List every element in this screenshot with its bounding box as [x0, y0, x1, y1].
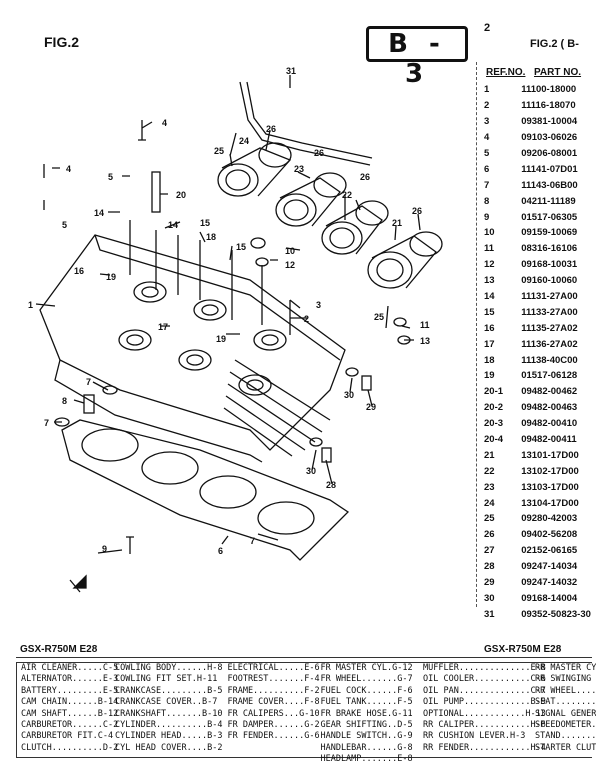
callout-19b: 19: [216, 334, 227, 344]
ref-no: 22: [484, 465, 495, 477]
callout-23: 23: [294, 164, 305, 174]
index-entry: ELECTRICAL.....E-6: [227, 663, 320, 673]
callout-31: 31: [286, 66, 297, 76]
part-no: 09482-00462: [521, 386, 578, 398]
ref-no: 20-2: [484, 402, 504, 414]
ref-no: 12: [484, 259, 495, 271]
part-no: 09482-00410: [521, 418, 578, 430]
callout-26b: 26: [314, 148, 325, 158]
parts-row: [480, 432, 592, 448]
index-entry: STARTER CLUT: [535, 742, 596, 753]
callout-29: 29: [366, 402, 377, 412]
index-entry: FR BRAKE HOSE.G-11: [320, 708, 413, 719]
parts-row: [480, 495, 592, 511]
parts-row: [480, 543, 592, 559]
cam-journals: [119, 282, 286, 395]
ref-no: 10: [484, 227, 495, 239]
index-column: [419, 663, 546, 757]
part-no: 09280-42003: [521, 513, 578, 525]
index-column: [316, 663, 419, 765]
callout-25a: 25: [214, 146, 225, 156]
index-entry: HEADLAMP.......E-8: [320, 754, 413, 765]
callout-10: 10: [285, 246, 296, 256]
index-column: [17, 663, 119, 757]
column-divider: [476, 62, 478, 607]
intake-pipes: [218, 143, 442, 288]
callout-9: 9: [102, 544, 108, 554]
part-no: 09482-00411: [521, 434, 577, 446]
parts-row: [480, 289, 592, 305]
index-entry: FR MASTER CYL.G-12: [320, 663, 413, 673]
ref-no: 17: [484, 338, 495, 350]
callout-14a: 14: [94, 208, 105, 218]
callout-5b: 5: [62, 220, 68, 230]
index-entry: MUFFLER..............E-8: [423, 663, 546, 673]
index-entry: RR FENDER............H-4: [423, 742, 546, 753]
part-no: 13101-17D00: [521, 449, 579, 461]
model-code-left: GSX-R750M E28: [20, 644, 98, 655]
parts-row: [480, 146, 592, 162]
index-entry: OIL PUMP.............B-9: [423, 697, 546, 708]
parts-row: [480, 161, 592, 177]
col-header-ref-no: REF.NO.: [486, 67, 526, 78]
index-entry: RR CUSHION LEVER.H-3: [423, 731, 526, 742]
parts-row: [480, 479, 592, 495]
index-entry: CRANKCASE COVER..B-7: [115, 697, 218, 708]
callout-8: 8: [62, 396, 68, 406]
ref-no: 23: [484, 481, 495, 493]
parts-row: [480, 273, 592, 289]
ref-no: 14: [484, 291, 495, 303]
index-entry: CYL HEAD COVER....B-2: [115, 742, 223, 753]
callout-18: 18: [206, 232, 217, 242]
callout-17: 17: [158, 322, 169, 332]
index-entry: CYLINDER..........B-4: [115, 719, 223, 730]
part-no: 11138-40C00: [521, 354, 578, 366]
index-entry: FRAME..........F-2: [227, 685, 320, 696]
part-no: 09103-06026: [521, 132, 578, 144]
callout-30a: 30: [344, 390, 355, 400]
ref-no: 26: [484, 529, 495, 541]
callout-7a: 7: [86, 377, 92, 387]
part-no: 09168-10031: [521, 259, 578, 271]
index-entry: CARBURETOR FIT.C-4: [21, 731, 114, 742]
index-entry: CAM CHAIN......B-14: [21, 697, 119, 708]
parts-row: [480, 130, 592, 146]
part-no: 11143-06B00: [521, 179, 578, 191]
ref-no: 6: [484, 163, 490, 175]
part-no: 09381-10004: [521, 116, 578, 128]
part-no: 02152-06165: [521, 545, 578, 557]
index-entry: CRANKSHAFT.......B-10: [115, 708, 223, 719]
model-code-right: GSX-R750M E28: [484, 644, 562, 655]
parts-row: [480, 352, 592, 368]
parts-row: [480, 114, 592, 130]
ref-no: 7: [484, 179, 490, 191]
index-column: [531, 663, 596, 757]
index-entry: FR FENDER......G-6: [227, 731, 320, 742]
callout-2: 2: [304, 314, 310, 324]
parts-row: [480, 368, 592, 384]
ref-no: 9: [484, 211, 490, 223]
callout-25b: 25: [374, 312, 385, 322]
index-entry: SPEEDOMETER.: [535, 719, 596, 730]
index-column: [111, 663, 223, 757]
ref-no: 15: [484, 306, 495, 318]
callout-7c: 7: [250, 536, 256, 546]
part-no: 11131-27A00: [521, 291, 578, 303]
ref-no: 13: [484, 275, 495, 287]
parts-row: [480, 257, 592, 273]
callout-22: 22: [342, 190, 353, 200]
callout-26a: 26: [266, 124, 277, 134]
ref-no: 30: [484, 592, 495, 604]
part-no: 09168-14004: [521, 592, 578, 604]
ref-no: 25: [484, 513, 495, 525]
ref-no: 20-3: [484, 418, 504, 430]
index-column: [223, 663, 320, 757]
ref-no: 28: [484, 561, 495, 573]
callout-16: 16: [74, 266, 85, 276]
parts-row: [480, 511, 592, 527]
index-entry: FR DAMPER......G-2: [227, 719, 320, 730]
parts-row: [480, 82, 592, 98]
ref-no: 8: [484, 195, 490, 207]
index-entry: FUEL TANK......F-5: [320, 697, 413, 708]
part-no: 09159-10069: [521, 227, 578, 239]
index-entry: COWLING BODY......H-8: [115, 663, 223, 673]
index-entry: FUEL COCK......F-6: [320, 685, 413, 696]
index-entry: RR SWINGING: [535, 674, 592, 685]
index-entry: SEAT........: [535, 697, 596, 708]
part-no: 11135-27A02: [521, 322, 578, 334]
ref-no: 21: [484, 449, 495, 461]
index-entry: RR MASTER CY: [535, 663, 596, 673]
callout-20: 20: [176, 190, 187, 200]
ref-no: 11: [484, 243, 495, 255]
parts-row: [480, 559, 592, 575]
ref-no: 31: [484, 608, 495, 620]
section-code-box: B - 3: [366, 26, 468, 62]
ref-no: 20-4: [484, 434, 504, 446]
footer-rule: [16, 657, 592, 658]
parts-row: [480, 447, 592, 463]
index-entry: FR CALIPERS...G-10: [227, 708, 320, 719]
part-no: 01517-06128: [521, 370, 578, 382]
ref-no: 4: [484, 132, 490, 144]
callout-14b: 14: [168, 220, 179, 230]
index-entry: CAM SHAFT......B-12: [21, 708, 119, 719]
parts-row: [480, 304, 592, 320]
parts-row: [480, 336, 592, 352]
index-entry: GEAR SHIFTING..D-5: [320, 719, 413, 730]
parts-row: [480, 416, 592, 432]
callout-5a: 5: [108, 172, 114, 182]
ref-no: 18: [484, 354, 495, 366]
callout-4b: 4: [66, 164, 72, 174]
part-no: 09247-14034: [521, 561, 578, 573]
part-no: 09206-08001: [521, 148, 578, 159]
ref-no: 5: [484, 148, 490, 159]
callout-numbers: [28, 66, 430, 556]
index-entry: HANDLEBAR......G-8: [320, 742, 413, 753]
section-index-table: [16, 662, 596, 765]
index-entry: CYLINDER HEAD.....B-3: [115, 731, 223, 742]
parts-row: [480, 384, 592, 400]
parts-row: [480, 209, 592, 225]
part-no: 09482-00463: [521, 402, 578, 414]
callout-15b: 15: [236, 242, 247, 252]
index-entry: RR CALIPER...........H-6: [423, 719, 546, 730]
callout-7b: 7: [44, 418, 50, 428]
part-no: 11136-27A02: [521, 338, 578, 350]
part-no: 01517-06305: [521, 211, 578, 223]
index-entry: COWLING FIT SET.H-11: [115, 674, 218, 685]
parts-row: [480, 463, 592, 479]
callout-24: 24: [239, 136, 250, 146]
callout-3: 3: [316, 300, 322, 310]
index-entry: HANDLE SWITCH..G-9: [320, 731, 413, 742]
part-no: 09352-50823-30: [521, 608, 591, 620]
callout-28: 28: [326, 480, 337, 490]
part-no: 13104-17D00: [521, 497, 579, 509]
ref-no: 24: [484, 497, 495, 509]
callout-1: 1: [28, 300, 34, 310]
index-entry: CARBURETOR......C-2: [21, 719, 119, 730]
callout-4a: 4: [162, 118, 168, 128]
index-entry: AIR CLEANER.....C-5: [21, 663, 119, 673]
exploded-parts-diagram: [0, 60, 476, 620]
part-no: 04211-11189: [521, 195, 576, 207]
parts-row: [480, 575, 592, 591]
parts-row: [480, 193, 592, 209]
part-no: 09402-56208: [521, 529, 578, 541]
callout-12: 12: [285, 260, 296, 270]
index-entry: BATTERY.........E-5: [21, 685, 119, 696]
index-entry: RR WHEEL....: [535, 685, 596, 696]
part-no: 08316-16106: [521, 243, 578, 255]
parts-list: [480, 82, 592, 622]
part-no: 13103-17D00: [521, 481, 579, 493]
index-entry: SIGNAL GENER: [535, 708, 596, 719]
ref-no: 27: [484, 545, 495, 557]
part-no: 11116-18070: [521, 100, 576, 112]
figure-title-left: FIG.2: [44, 34, 80, 50]
index-entry: FR WHEEL.......G-7: [320, 674, 413, 685]
callout-30b: 30: [306, 466, 317, 476]
ref-no: 1: [484, 84, 490, 96]
col-header-part-no: PART NO.: [534, 67, 582, 78]
part-no: 13102-17D00: [521, 465, 579, 477]
parts-row: [480, 98, 592, 114]
figure-title-right: FIG.2 ( B-: [530, 38, 579, 50]
parts-row: [480, 591, 592, 607]
index-entry: FOOTREST.......F-4: [227, 674, 320, 685]
parts-row: [480, 241, 592, 257]
callout-26c: 26: [360, 172, 371, 182]
callout-6: 6: [218, 546, 224, 556]
callout-19a: 19: [106, 272, 117, 282]
callout-26d: 26: [412, 206, 423, 216]
ref-no: 19: [484, 370, 495, 382]
parts-row: [480, 400, 592, 416]
ref-no: 16: [484, 322, 495, 334]
part-no: 11100-18000: [521, 84, 577, 96]
callout-13: 13: [420, 336, 431, 346]
index-entry: FRAME COVER....F-8: [227, 697, 320, 708]
index-entry: STAND.......: [535, 731, 596, 742]
part-no: 09160-10060: [521, 275, 578, 287]
parts-row: [480, 606, 592, 622]
callout-21: 21: [392, 218, 403, 228]
part-no: 09247-14032: [521, 577, 578, 589]
index-entry: OPTIONAL............H-13: [423, 708, 546, 719]
part-no: 11133-27A00: [521, 306, 578, 318]
parts-row: [480, 177, 592, 193]
parts-row: [480, 320, 592, 336]
ref-no: 20-1: [484, 386, 504, 398]
ref-no: 29: [484, 577, 495, 589]
page-number: 2: [484, 22, 491, 34]
callout-11: 11: [420, 320, 430, 330]
index-entry: CLUTCH..........D-2: [21, 742, 119, 753]
ref-no: 3: [484, 116, 490, 128]
index-entry: ALTERNATOR......E-3: [21, 674, 119, 685]
index-entry: OIL PAN..............C-7: [423, 685, 546, 696]
index-entry: CRANKCASE.........B-5: [115, 685, 223, 696]
index-entry: OIL COOLER...........C-6: [423, 674, 546, 685]
ref-no: 2: [484, 100, 490, 112]
parts-row: [480, 527, 592, 543]
part-no: 11141-07D01: [521, 163, 578, 175]
parts-row: [480, 225, 592, 241]
callout-15a: 15: [200, 218, 211, 228]
